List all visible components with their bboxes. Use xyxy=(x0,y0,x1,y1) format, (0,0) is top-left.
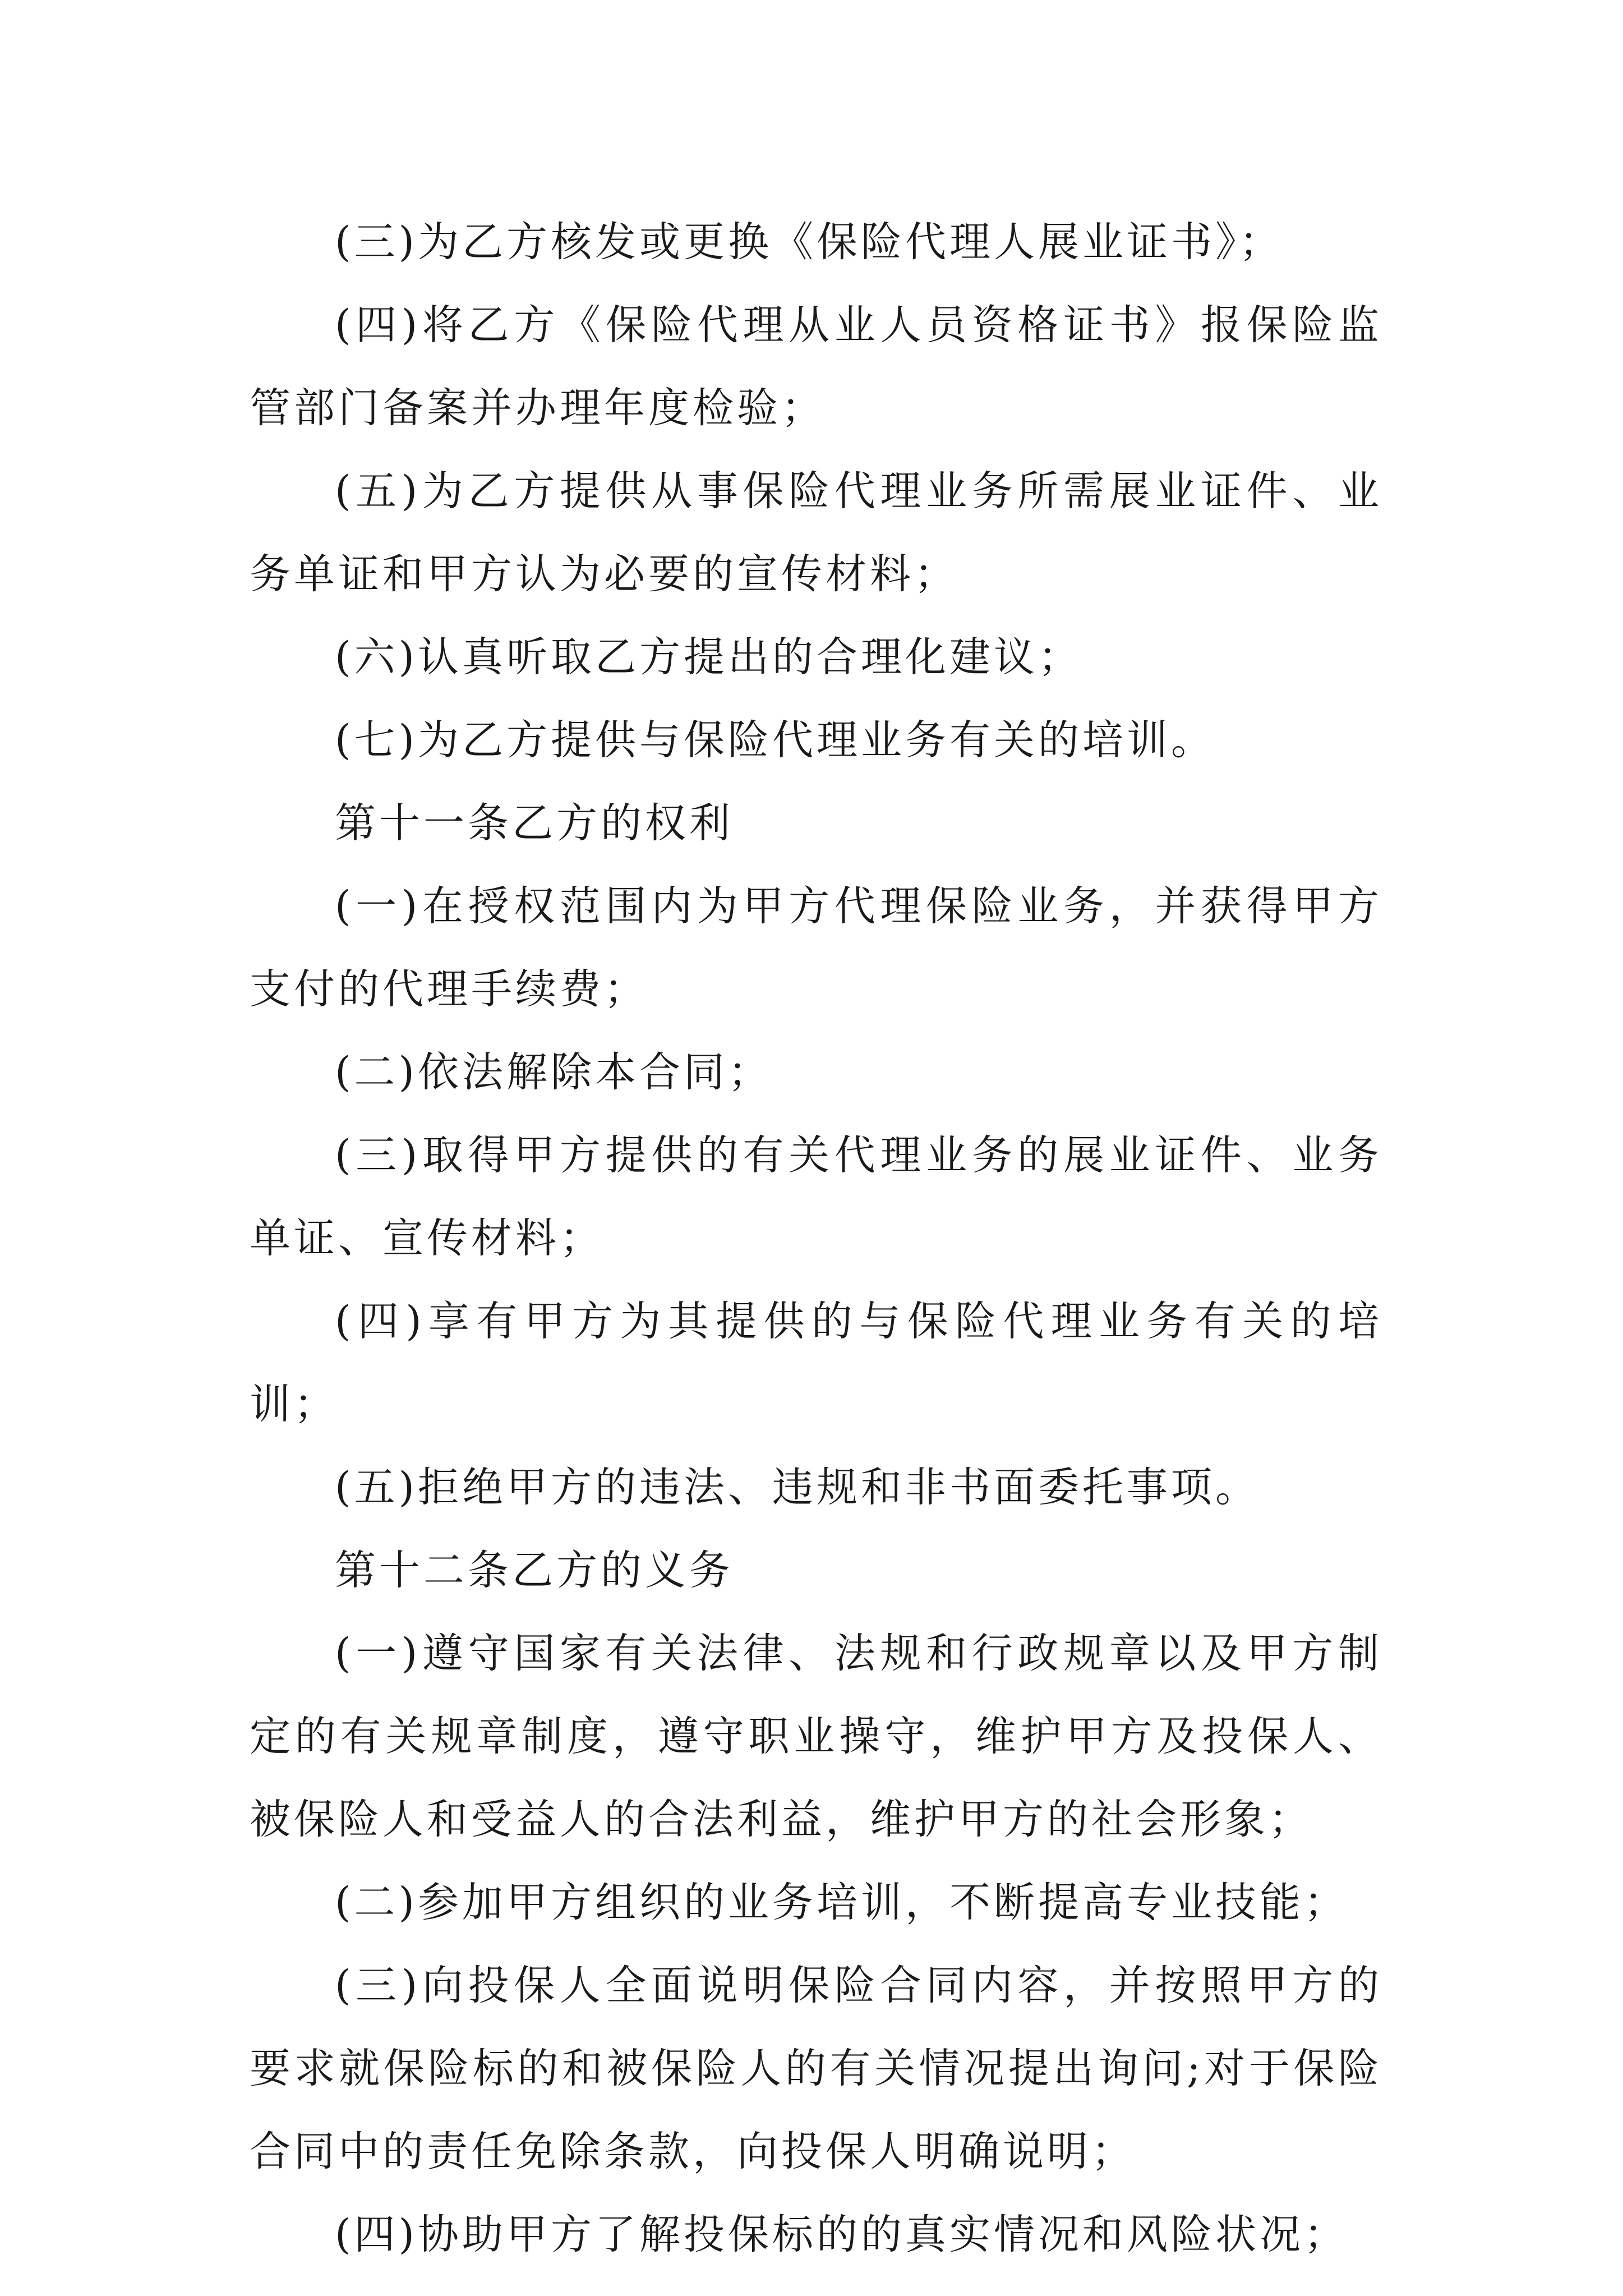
paragraph-item-3: (三)为乙方核发或更换《保险代理人展业证书》； xyxy=(335,218,1284,266)
article-11-heading: 第十一条乙方的权利 xyxy=(335,799,734,847)
article-12-item-3: (三)向投保人全面说明保险合同内容，并按照甲方的要求就保险标的和被保险人的有关情况提出询问;对于保险合同中的责任免除条款，向投保人明确说明； xyxy=(250,1962,1382,2175)
article-12-item-4: (四)协助甲方了解投保标的的真实情况和风险状况； xyxy=(335,2211,1348,2258)
article-12-heading: 第十二条乙方的义务 xyxy=(335,1547,734,1594)
article-12-item-2: (二)参加甲方组织的业务培训，不断提高专业技能； xyxy=(335,1879,1348,1926)
article-12-item-1: (一)遵守国家有关法律、法规和行政规章以及甲方制定的有关规章制度，遵守职业操守，维护甲方及投保人、被保险人和受益人的合法利益，维护甲方的社会形象； xyxy=(250,1630,1382,1843)
document-body xyxy=(250,201,1382,2276)
paragraph-item-5: (五)为乙方提供从事保险代理业务所需展业证件、业务单证和甲方认为必要的宣传材料； xyxy=(250,467,1382,598)
article-11-item-5: (五)拒绝甲方的违法、违规和非书面委托事项。 xyxy=(335,1464,1260,1511)
paragraph-item-7: (七)为乙方提供与保险代理业务有关的培训。 xyxy=(335,716,1215,764)
article-11-item-4: (四)享有甲方为其提供的与保险代理业务有关的培训； xyxy=(250,1297,1382,1428)
paragraph-item-4: (四)将乙方《保险代理从业人员资格证书》报保险监管部门备案并办理年度检验； xyxy=(250,301,1382,432)
article-11-item-3: (三)取得甲方提供的有关代理业务的展业证件、业务单证、宣传材料； xyxy=(250,1131,1382,1262)
paragraph-item-6: (六)认真听取乙方提出的合理化建议； xyxy=(335,633,1082,681)
article-11-item-2: (二)依法解除本合同； xyxy=(335,1048,772,1096)
article-11-item-1: (一)在授权范围内为甲方代理保险业务，并获得甲方支付的代理手续费； xyxy=(250,882,1382,1013)
